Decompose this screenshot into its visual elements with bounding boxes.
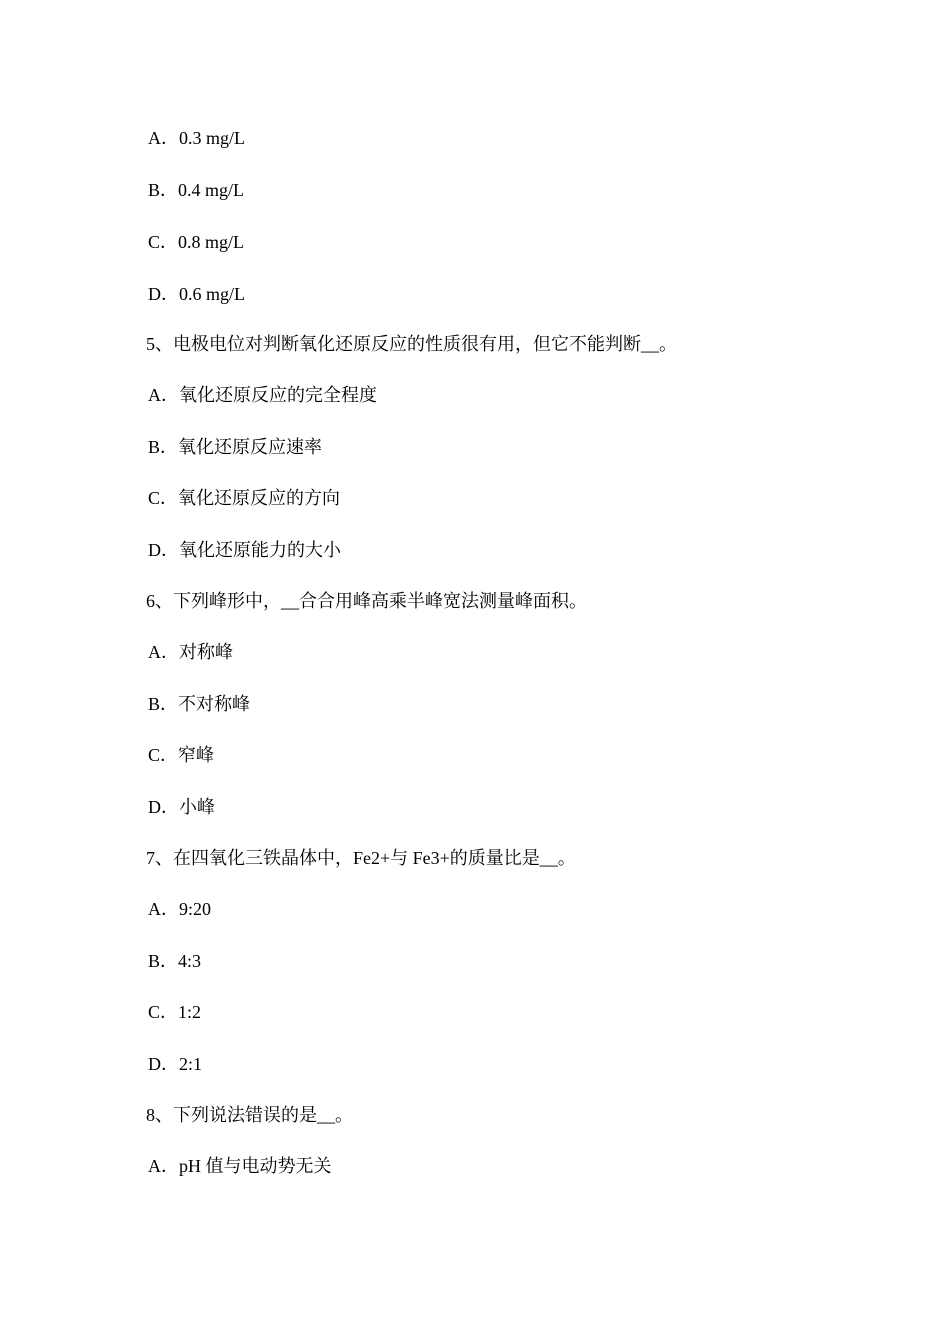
question-6: 6、下列峰形中，__合合用峰高乘半峰宽法测量峰面积。 — [146, 591, 587, 611]
option-q7-a: A．9:20 — [148, 899, 211, 919]
option-q8-a: A．pH 值与电动势无关 — [148, 1156, 332, 1176]
option-q6-a: A．对称峰 — [148, 642, 233, 662]
option-q4-a: A．0.3 mg/L — [148, 128, 245, 148]
option-q4-b: B．0.4 mg/L — [148, 180, 245, 200]
option-q7-b: B．4:3 — [148, 951, 202, 971]
option-q6-c: C．窄峰 — [148, 745, 215, 765]
question-5: 5、电极电位对判断氧化还原反应的性质很有用，但它不能判断__。 — [146, 334, 677, 354]
option-q6-d: D．小峰 — [148, 797, 215, 817]
question-8: 8、下列说法错误的是__。 — [146, 1105, 353, 1125]
option-q4-c: C．0.8 mg/L — [148, 232, 245, 252]
option-q5-d: D．氧化还原能力的大小 — [148, 540, 341, 560]
option-q5-c: C．氧化还原反应的方向 — [148, 488, 341, 508]
option-q5-a: A．氧化还原反应的完全程度 — [148, 385, 377, 405]
option-q5-b: B．氧化还原反应速率 — [148, 437, 323, 457]
question-7: 7、在四氧化三铁晶体中，Fe2+与 Fe3+的质量比是__。 — [146, 848, 576, 868]
option-q6-b: B．不对称峰 — [148, 694, 251, 714]
option-q7-c: C．1:2 — [148, 1002, 202, 1022]
option-q7-d: D．2:1 — [148, 1054, 202, 1074]
option-q4-d: D．0.6 mg/L — [148, 284, 245, 304]
